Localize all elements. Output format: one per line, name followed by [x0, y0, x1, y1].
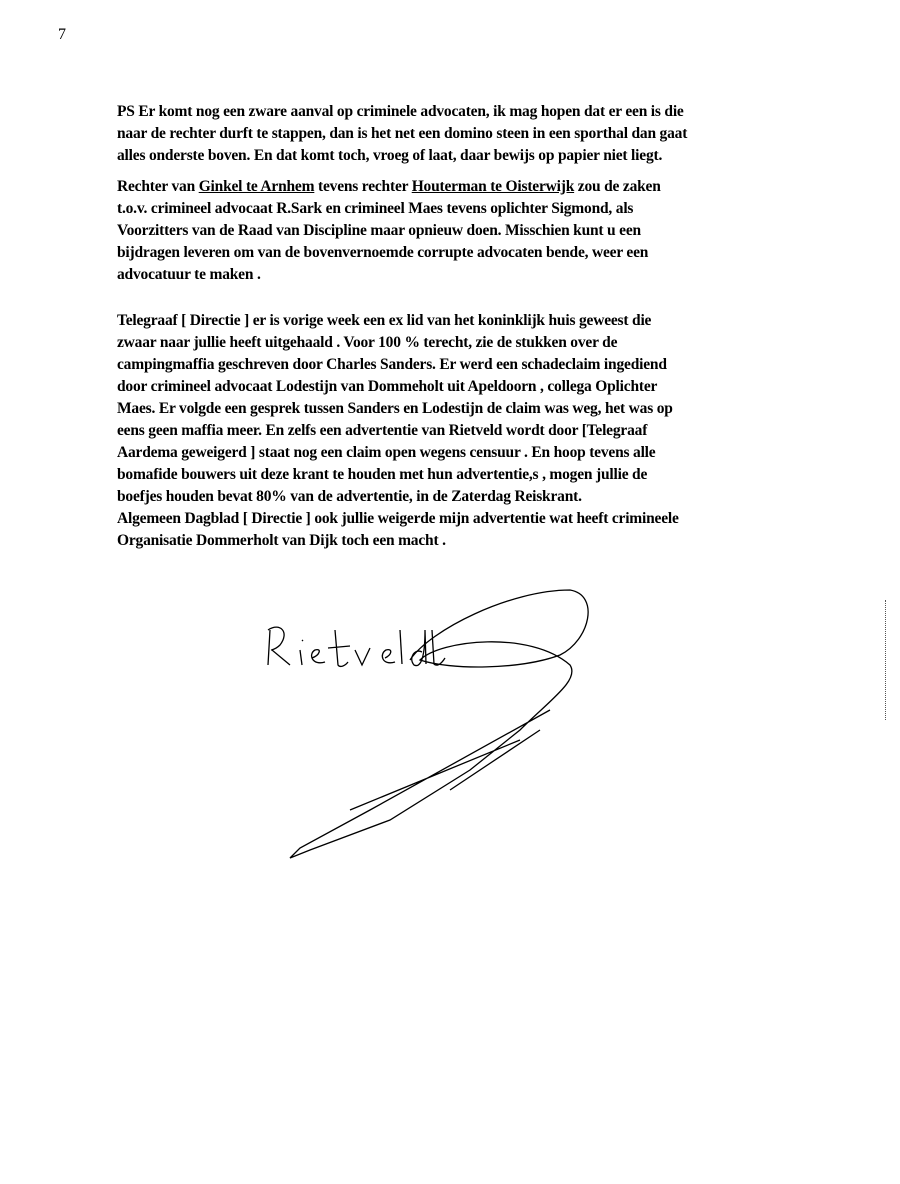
text-line: t.o.v. crimineel advocaat R.Sark en crimineel Maes tevens oplichter Sigmond, als — [117, 200, 634, 217]
text-line: bomafide bouwers uit deze krant te houden met hun advertentie,s , mogen jullie de — [117, 466, 648, 483]
text-line: zwaar naar jullie heeft uitgehaald . Voor 100 % terecht, zie de stukken over de — [117, 334, 618, 351]
text-line: alles onderste boven. En dat komt toch, vroeg of laat, daar bewijs op papier niet liegt. — [117, 147, 663, 164]
text: tevens rechter — [314, 178, 412, 195]
text: Rechter van — [117, 178, 199, 195]
handwritten-signature — [250, 570, 610, 870]
text-line: advocatuur te maken . — [117, 266, 261, 283]
page-number: 7 — [58, 26, 66, 43]
text-line: naar de rechter durft te stappen, dan is het net een domino steen in een sporthal dan gaat — [117, 125, 688, 142]
text-line: campingmaffia geschreven door Charles Sanders. Er werd een schadeclaim ingediend — [117, 356, 667, 373]
text-line: Aardema geweigerd ] staat nog een claim open wegens censuur . En hoop tevens alle — [117, 444, 656, 461]
text-line: eens geen maffia meer. En zelfs een advertentie van Rietveld wordt door [Telegraaf — [117, 422, 648, 439]
text-line: door crimineel advocaat Lodestijn van Dommeholt uit Apeldoorn , collega Oplichter — [117, 378, 658, 395]
paragraph-algemeen-dagblad — [117, 508, 797, 552]
text-line: PS Er komt nog een zware aanval op criminele advocaten, ik mag hopen dat er een is die — [117, 103, 684, 120]
text-line: Organisatie Dommerholt van Dijk toch een macht . — [117, 532, 446, 549]
underlined-text: Ginkel te Arnhem — [198, 178, 315, 195]
text-line: Algemeen Dagblad [ Directie ] ook jullie weigerde mijn advertentie wat heeft crimineele — [117, 510, 679, 527]
underlined-text: Houterman te Oisterwijk — [411, 178, 575, 195]
text-line: Telegraaf [ Directie ] er is vorige week een ex lid van het koninklijk huis geweest die — [117, 312, 652, 329]
paragraph-rechter — [117, 176, 797, 286]
text-line: bijdragen leveren om van de bovenvernoemde corrupte advocaten bende, weer een — [117, 244, 649, 261]
text-line: Maes. Er volgde een gesprek tussen Sanders en Lodestijn de claim was weg, het was op — [117, 400, 673, 417]
text-line: Voorzitters van de Raad van Discipline maar opnieuw doen. Misschien kunt u een — [117, 222, 641, 239]
text-line — [117, 176, 797, 198]
scan-margin-mark — [885, 600, 887, 720]
text-line: boefjes houden bevat 80% van de advertentie, in de Zaterdag Reiskrant. — [117, 488, 582, 505]
paragraph-ps — [117, 101, 797, 167]
text: zou de zaken — [574, 178, 661, 195]
paragraph-telegraaf — [117, 310, 797, 508]
